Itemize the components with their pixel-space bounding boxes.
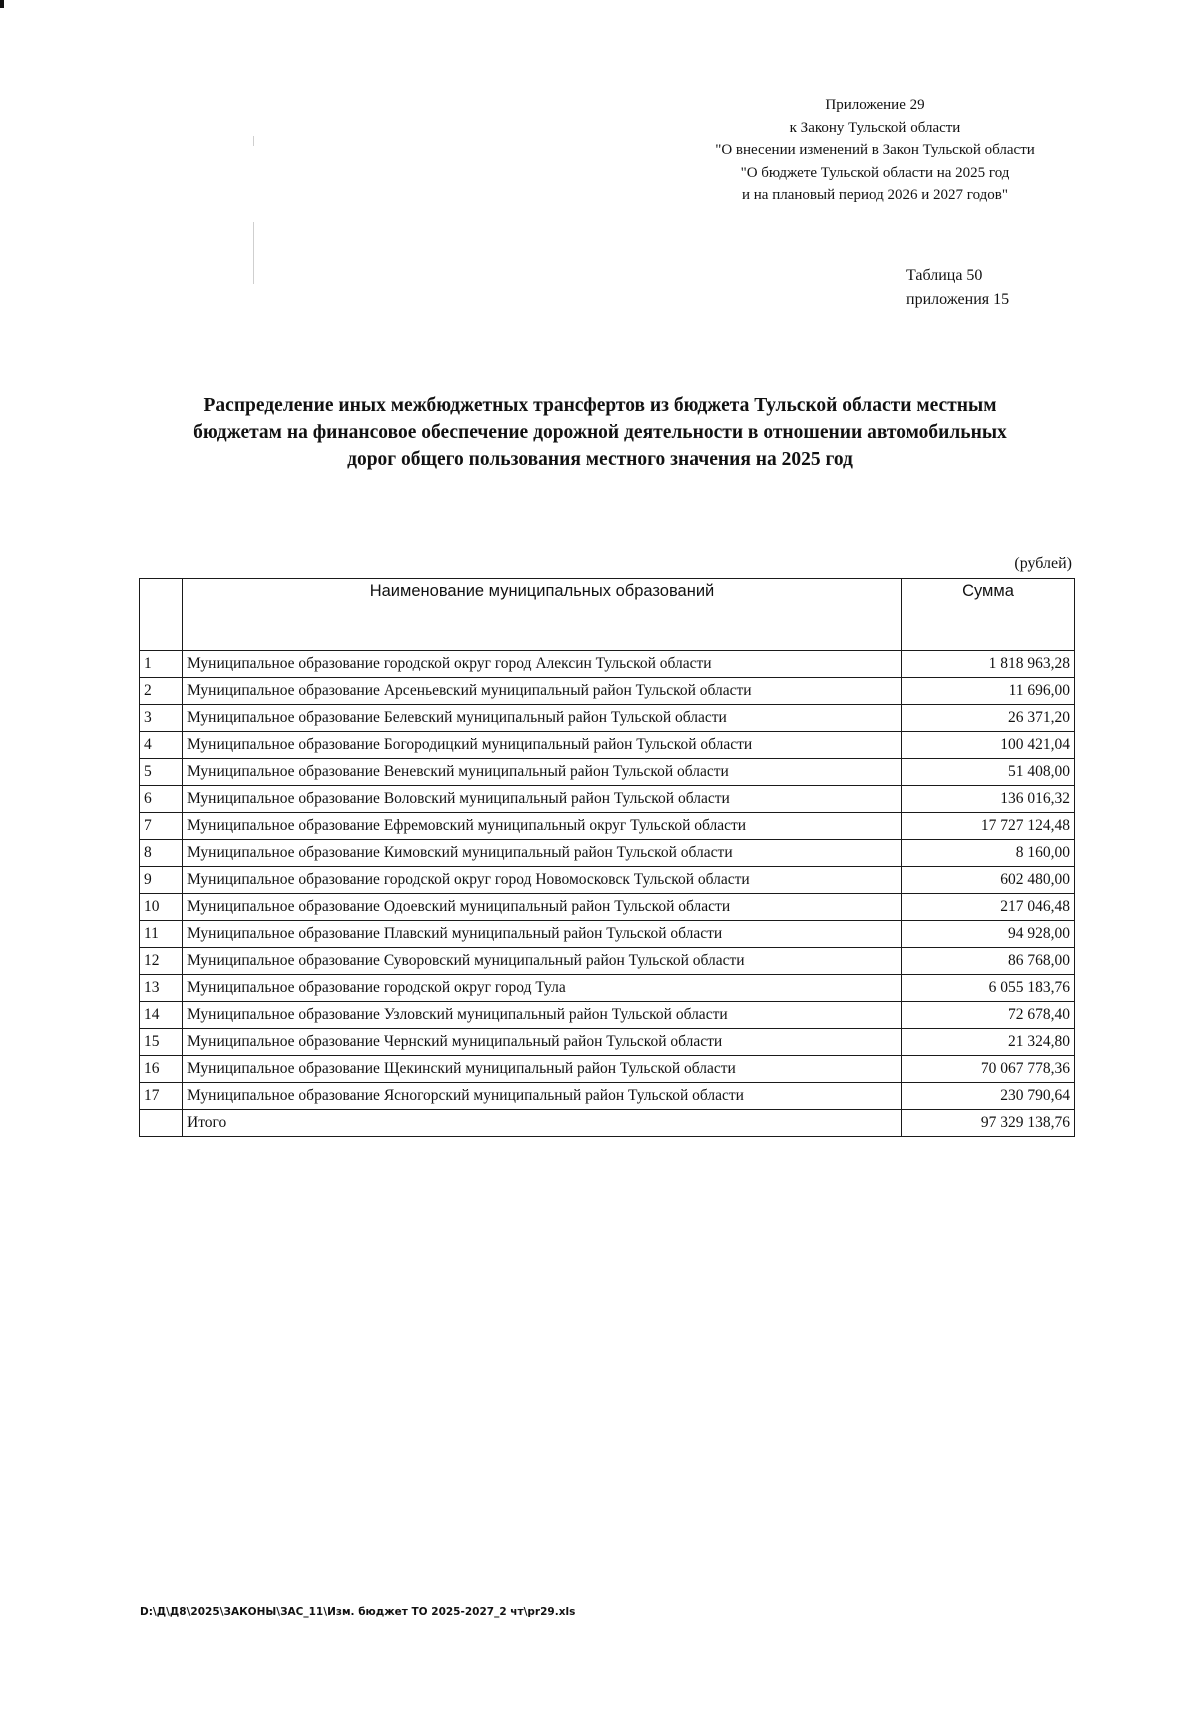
- row-number-cell: 17: [140, 1083, 183, 1110]
- table-row: [140, 1056, 1075, 1083]
- table-row: [140, 651, 1075, 678]
- appendix-line: "О внесении изменений в Закон Тульской области: [715, 142, 1035, 158]
- appendix-line: Приложение 29: [825, 97, 925, 113]
- table-header-row: [140, 579, 1075, 651]
- municipality-name-cell: Муниципальное образование городской округ город Новомосковск Тульской области: [183, 867, 902, 894]
- document-title: [150, 392, 1050, 473]
- sum-cell: 136 016,32: [902, 786, 1075, 813]
- table-body: [140, 651, 1075, 1110]
- distribution-table: [139, 578, 1075, 1137]
- table-ref-line: Таблица 50: [906, 267, 983, 284]
- table-row: [140, 1002, 1075, 1029]
- sum-cell: 6 055 183,76: [902, 975, 1075, 1002]
- municipality-name-cell: Муниципальное образование городской округ город Алексин Тульской области: [183, 651, 902, 678]
- municipality-name-cell: Муниципальное образование Суворовский муниципальный район Тульской области: [183, 948, 902, 975]
- table-row: [140, 948, 1075, 975]
- table-row: [140, 786, 1075, 813]
- sum-cell: 8 160,00: [902, 840, 1075, 867]
- title-line: дорог общего пользования местного значения на 2025 год: [347, 449, 853, 470]
- table-row: [140, 894, 1075, 921]
- municipality-name-cell: Муниципальное образование Кимовский муниципальный район Тульской области: [183, 840, 902, 867]
- sum-cell: 72 678,40: [902, 1002, 1075, 1029]
- municipality-name-cell: Муниципальное образование Белевский муниципальный район Тульской области: [183, 705, 902, 732]
- municipality-name-cell: Муниципальное образование Плавский муниципальный район Тульской области: [183, 921, 902, 948]
- sum-cell: 86 768,00: [902, 948, 1075, 975]
- table-ref-line: приложения 15: [906, 291, 1010, 308]
- row-number-cell: 16: [140, 1056, 183, 1083]
- file-path-footer: D:\Д\Д8\2025\ЗАКОНЫ\ЗАС_11\Изм. бюджет ТО 2025-2027_2 чт\pr29.xls: [140, 1606, 576, 1618]
- row-number-cell: 4: [140, 732, 183, 759]
- municipality-name-cell: Муниципальное образование Чернский муниципальный район Тульской области: [183, 1029, 902, 1056]
- table-row: [140, 813, 1075, 840]
- sum-cell: 70 067 778,36: [902, 1056, 1075, 1083]
- table-row: [140, 1029, 1075, 1056]
- table-row: [140, 867, 1075, 894]
- header-sum-cell: Сумма: [902, 579, 1075, 651]
- row-number-cell: 6: [140, 786, 183, 813]
- header-name-cell: Наименование муниципальных образований: [183, 579, 902, 651]
- total-label-cell: Итого: [183, 1110, 902, 1137]
- appendix-reference: [650, 94, 1100, 207]
- municipality-name-cell: Муниципальное образование Одоевский муниципальный район Тульской области: [183, 894, 902, 921]
- title-line: бюджетам на финансовое обеспечение дорожной деятельности в отношении автомобильных: [193, 422, 1007, 443]
- total-number-cell: [140, 1110, 183, 1137]
- municipality-name-cell: Муниципальное образование городской округ город Тула: [183, 975, 902, 1002]
- sum-cell: 26 371,20: [902, 705, 1075, 732]
- row-number-cell: 11: [140, 921, 183, 948]
- scan-artifact-line: [253, 222, 254, 284]
- row-number-cell: 8: [140, 840, 183, 867]
- table-reference: [906, 264, 1036, 312]
- row-number-cell: 2: [140, 678, 183, 705]
- units-label: (рублей): [1014, 555, 1072, 572]
- appendix-line: к Закону Тульской области: [789, 119, 961, 136]
- scan-corner-mark: [0, 0, 4, 8]
- row-number-cell: 12: [140, 948, 183, 975]
- municipality-name-cell: Муниципальное образование Воловский муниципальный район Тульской области: [183, 786, 902, 813]
- row-number-cell: 15: [140, 1029, 183, 1056]
- title-line: Распределение иных межбюджетных трансфертов из бюджета Тульской области местным: [203, 395, 997, 416]
- appendix-line: "О бюджете Тульской области на 2025 год: [740, 164, 1010, 181]
- scan-artifact-line: [253, 136, 254, 146]
- table-row: [140, 705, 1075, 732]
- total-sum-cell: 97 329 138,76: [902, 1110, 1075, 1137]
- municipality-name-cell: Муниципальное образование Богородицкий муниципальный район Тульской области: [183, 732, 902, 759]
- municipality-name-cell: Муниципальное образование Ефремовский муниципальный округ Тульской области: [183, 813, 902, 840]
- municipality-name-cell: Муниципальное образование Веневский муниципальный район Тульской области: [183, 759, 902, 786]
- row-number-cell: 13: [140, 975, 183, 1002]
- table-row: [140, 1083, 1075, 1110]
- sum-cell: 217 046,48: [902, 894, 1075, 921]
- table-row: [140, 921, 1075, 948]
- sum-cell: 100 421,04: [902, 732, 1075, 759]
- row-number-cell: 9: [140, 867, 183, 894]
- sum-cell: 51 408,00: [902, 759, 1075, 786]
- municipality-name-cell: Муниципальное образование Ясногорский муниципальный район Тульской области: [183, 1083, 902, 1110]
- sum-cell: 94 928,00: [902, 921, 1075, 948]
- table-row: [140, 678, 1075, 705]
- total-row: [140, 1110, 1075, 1137]
- row-number-cell: 5: [140, 759, 183, 786]
- row-number-cell: 14: [140, 1002, 183, 1029]
- table-row: [140, 840, 1075, 867]
- row-number-cell: 1: [140, 651, 183, 678]
- row-number-cell: 3: [140, 705, 183, 732]
- table-row: [140, 975, 1075, 1002]
- sum-cell: 11 696,00: [902, 678, 1075, 705]
- sum-cell: 230 790,64: [902, 1083, 1075, 1110]
- row-number-cell: 7: [140, 813, 183, 840]
- sum-cell: 21 324,80: [902, 1029, 1075, 1056]
- municipality-name-cell: Муниципальное образование Щекинский муниципальный район Тульской области: [183, 1056, 902, 1083]
- header-number-cell: [140, 579, 183, 651]
- municipality-name-cell: Муниципальное образование Арсеньевский муниципальный район Тульской области: [183, 678, 902, 705]
- row-number-cell: 10: [140, 894, 183, 921]
- appendix-line: и на плановый период 2026 и 2027 годов": [742, 187, 1008, 203]
- table-row: [140, 732, 1075, 759]
- sum-cell: 17 727 124,48: [902, 813, 1075, 840]
- sum-cell: 1 818 963,28: [902, 651, 1075, 678]
- municipality-name-cell: Муниципальное образование Узловский муниципальный район Тульской области: [183, 1002, 902, 1029]
- table-row: [140, 759, 1075, 786]
- sum-cell: 602 480,00: [902, 867, 1075, 894]
